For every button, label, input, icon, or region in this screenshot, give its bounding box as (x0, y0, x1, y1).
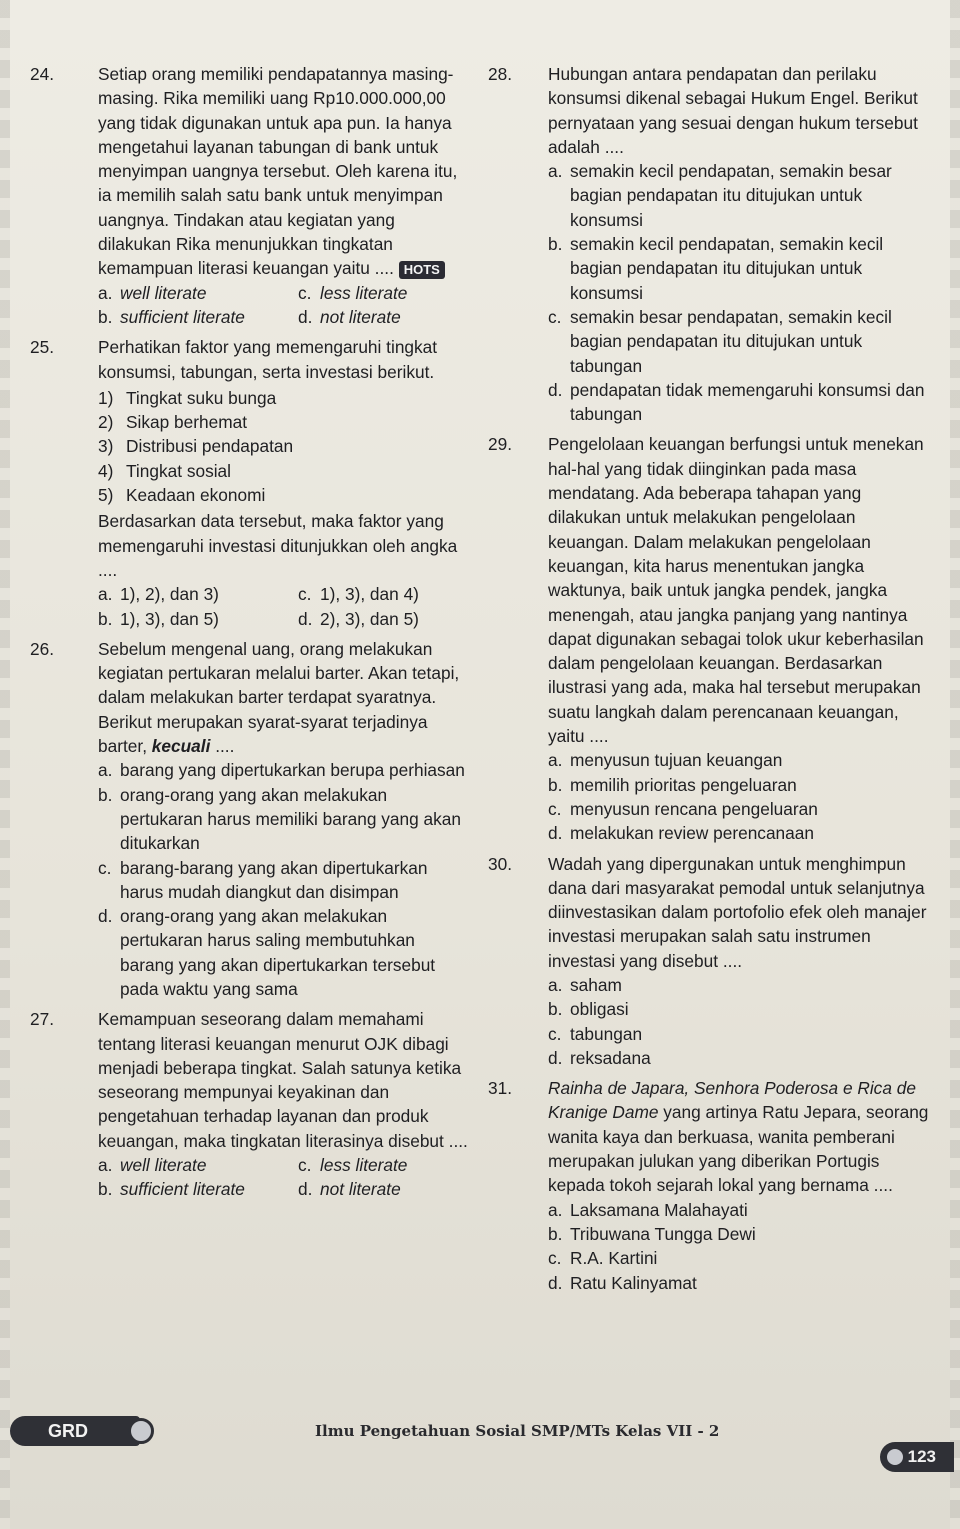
option-b[interactable]: b. 1), 3), dan 5) (98, 608, 219, 629)
option-c[interactable]: c. R.A. Kartini (548, 1248, 658, 1269)
option-d[interactable]: d. orang-orang yang akan melakukan pertukaran harus saling membutuhkan barang yang akan dipertukarkan tersebut pada waktu yang sama (98, 906, 436, 999)
option-c[interactable]: c. less literate (298, 1155, 408, 1176)
option-a[interactable]: a. Laksamana Malahayati (548, 1199, 748, 1220)
option-d[interactable]: d. reksadana (548, 1047, 651, 1068)
option-b[interactable]: b. obligasi (548, 999, 629, 1020)
question-stem: Hubungan antara pendapatan dan perilaku konsumsi dikenal sebagai Hukum Engel. Berikut pernyataan yang sesuai dengan hukum tersebut adalah .... (548, 64, 918, 157)
question-26 (30, 637, 470, 1001)
question-29 (488, 432, 938, 845)
question-stem-2: Berdasarkan data tersebut, maka faktor yang memengaruhi investasi ditunjukkan oleh angka .... (98, 511, 458, 580)
right-column (488, 62, 938, 1301)
question-number: 30. (488, 853, 513, 874)
list-item: 2) Sikap berhemat (98, 412, 248, 433)
option-c[interactable]: c. less literate (298, 282, 408, 303)
option-b[interactable]: b. sufficient literate (98, 1179, 245, 1200)
option-a[interactable]: a. well literate (98, 282, 207, 303)
question-number: 24. (30, 64, 55, 84)
question-stem: Kemampuan seseorang dalam memahami tentang literasi keuangan menurut OJK dibagi menjadi beberapa tingkat. Salah satunya ketika seseorang mempunyai keyakinan dan pengetahuan terhadap layanan dan produk keuangan, maka tingkatan literasinya disebut .... (98, 1009, 468, 1151)
question-31 (488, 1076, 938, 1295)
option-a[interactable]: a. well literate (98, 1155, 207, 1176)
option-c[interactable]: c. semakin besar pendapatan, semakin kecil bagian pendapatan itu ditujukan untuk tabungan (548, 306, 892, 376)
question-25 (30, 335, 470, 631)
list-item: 3) Distribusi pendapatan (98, 436, 294, 457)
question-stem: Setiap orang memiliki pendapatannya masing-masing. Rika memiliki uang Rp10.000.000,00 yang tidak digunakan untuk apa pun. Ia hanya mengetahui layanan tabungan di bank untuk menyimpan uangnya tersebut. Oleh karena itu, ia memilih salah satu bank untuk menyimpan uangnya. Tindakan atau kegiatan yang dilakukan Rika menunjukkan tingkatan kemampuan literasi keuangan yaitu .... HOTS (98, 64, 458, 279)
option-d[interactable]: d. not literate (298, 306, 401, 327)
question-number: 28. (488, 64, 513, 84)
option-c[interactable]: c. 1), 3), dan 4) (298, 584, 419, 605)
question-number: 27. (30, 1009, 55, 1030)
option-c[interactable]: c. menyusun rencana pengeluaran (548, 798, 818, 819)
brand-label: GRD (10, 1416, 140, 1446)
factor-list (98, 386, 470, 507)
option-a[interactable]: a. barang yang dipertukarkan berupa perhiasan (98, 760, 465, 781)
option-b[interactable]: b. sufficient literate (98, 306, 245, 327)
question-28 (488, 62, 938, 426)
question-30 (488, 852, 938, 1071)
option-d[interactable]: d. 2), 3), dan 5) (298, 608, 419, 629)
question-stem: Perhatikan faktor yang memengaruhi tingkat konsumsi, tabungan, serta investasi berikut. (98, 337, 438, 382)
answer-options (98, 1153, 470, 1202)
question-27 (30, 1007, 470, 1201)
list-item: 1) Tingkat suku bunga (98, 387, 277, 408)
option-c[interactable]: c. barang-barang yang akan dipertukarkan harus mudah diangkut dan disimpan (98, 857, 428, 902)
list-item: 5) Keadaan ekonomi (98, 485, 266, 506)
question-number: 26. (30, 638, 55, 659)
question-number: 29. (488, 434, 513, 455)
answer-options (98, 758, 470, 1001)
option-c[interactable]: c. tabungan (548, 1023, 643, 1044)
answer-options (548, 748, 938, 845)
question-number: 31. (488, 1078, 513, 1099)
question-stem: Wadah yang dipergunakan untuk menghimpun dana dari masyarakat pemodal untuk selanjutnya diinvestasikan dalam portofolio efek oleh manajer investasi merupakan salah satu instrumen investasi yang disebut .... (548, 853, 927, 971)
option-b[interactable]: b. Tribuwana Tungga Dewi (548, 1223, 756, 1244)
option-a[interactable]: a. 1), 2), dan 3) (98, 584, 219, 605)
page-edge-right (950, 0, 960, 1529)
question-stem: Pengelolaan keuangan berfungsi untuk menekan hal-hal yang tidak diinginkan pada masa mendatang. Ada beberapa tahapan yang dilakukan untuk melakukan pengelolaan keuangan. Dalam melakukan pengelolaan keuangan, kita harus menentukan jangka waktunya, baik untuk jangka pendek, jangka menengah, atau jangka panjang yang nantinya dapat digunakan sebagai tolok ukur keberhasilan dalam pengelolaan keuangan. Berdasarkan ilustrasi yang ada, maka hal tersebut merupakan suatu langkah dalam perencanaan keuangan, yaitu .... (548, 434, 924, 747)
circle-icon (128, 1418, 154, 1444)
answer-options (548, 973, 938, 1070)
page-edge-left (0, 0, 10, 1529)
option-b[interactable]: b. semakin kecil pendapatan, semakin kecil bagian pendapatan itu ditujukan untuk konsumsi (548, 234, 884, 303)
answer-options (548, 1198, 938, 1295)
option-d[interactable]: d. pendapatan tidak memengaruhi konsumsi dan tabungan (548, 379, 925, 425)
page-footer (10, 1412, 950, 1466)
option-b[interactable]: b. orang-orang yang akan melakukan pertukaran harus memiliki barang yang akan ditukarkan (98, 784, 462, 854)
book-title: Ilmu Pengetahuan Sosial SMP/MTs Kelas VII - 2 (315, 1422, 720, 1440)
question-24 (30, 62, 470, 329)
question-stem: Sebelum mengenal uang, orang melakukan kegiatan pertukaran melalui barter. Akan tetapi, dalam melakukan barter terdapat syaratnya. Berikut merupakan syarat-syarat terjadinya barter, kecuali .... (98, 638, 460, 757)
option-a[interactable]: a. semakin kecil pendapatan, semakin besar bagian pendapatan itu ditujukan untuk konsumsi (548, 161, 892, 230)
option-d[interactable]: d. Ratu Kalinyamat (548, 1272, 697, 1293)
option-a[interactable]: a. saham (548, 974, 622, 995)
option-d[interactable]: d. melakukan review perencanaan (548, 823, 815, 844)
question-number: 25. (30, 337, 55, 358)
answer-options (98, 582, 470, 631)
page-number: 123 (880, 1442, 954, 1472)
answer-options (548, 159, 938, 426)
circle-icon (884, 1446, 906, 1468)
answer-options (98, 281, 470, 330)
option-b[interactable]: b. memilih prioritas pengeluaran (548, 774, 797, 795)
list-item: 4) Tingkat sosial (98, 460, 232, 481)
option-d[interactable]: d. not literate (298, 1179, 401, 1200)
question-stem: Rainha de Japara, Senhora Poderosa e Rica de Kranige Dame yang artinya Ratu Jepara, seorang wanita kaya dan berkuasa, wanita pemberani merupakan julukan yang diberikan Portugis kepada tokoh sejarah lokal yang bernama .... (548, 1078, 929, 1196)
left-column (30, 62, 470, 1208)
hots-badge: HOTS (399, 261, 445, 279)
option-a[interactable]: a. menyusun tujuan keuangan (548, 750, 783, 771)
